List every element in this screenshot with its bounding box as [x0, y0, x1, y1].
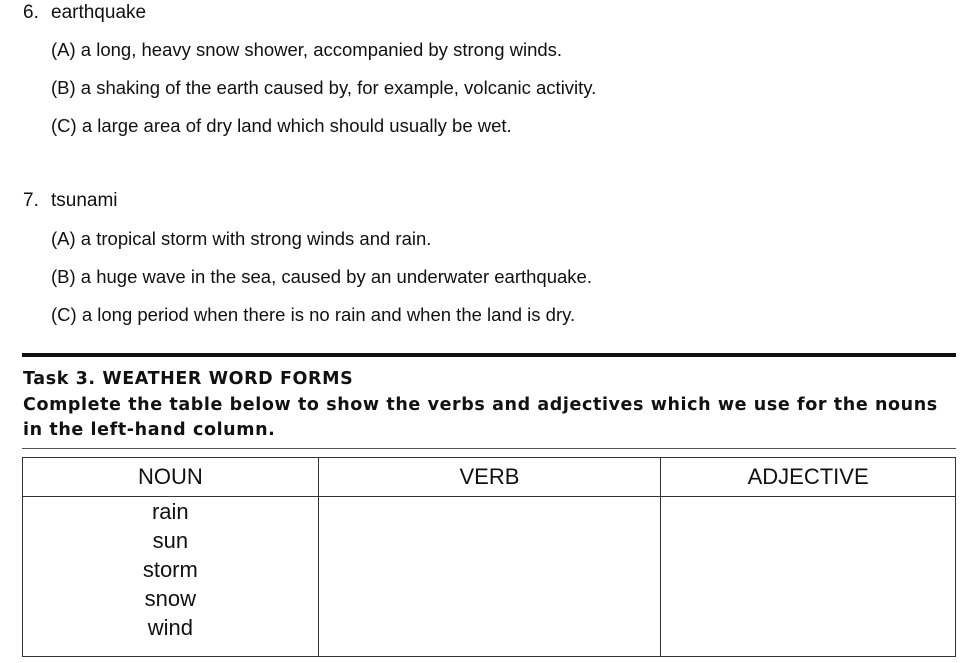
word-forms-table [22, 457, 956, 657]
noun-cell [23, 497, 319, 657]
noun-rain: rain [151, 499, 189, 524]
question-7-option-a: (A) a tropical storm with strong winds and rain. [51, 228, 432, 249]
section-divider [22, 353, 956, 357]
verb-answer-cell[interactable] [318, 497, 661, 657]
question-6-option-b: (B) a shaking of the earth caused by, for example, volcanic activity. [51, 77, 597, 98]
noun-snow: snow [144, 586, 196, 611]
task-title: Task 3. WEATHER WORD FORMS [23, 369, 354, 389]
adjective-answer-cell[interactable] [661, 497, 956, 657]
question-number: 6. [23, 2, 39, 23]
table-row [23, 497, 956, 657]
noun-sun: sun [152, 528, 189, 553]
question-7-option-b: (B) a huge wave in the sea, caused by an underwater earthquake. [51, 266, 592, 287]
question-word: earthquake [51, 2, 147, 23]
task-instruction: Complete the table below to show the verbs and adjectives which we use for the nouns in the left-hand column. [23, 395, 938, 440]
noun-storm: storm [142, 557, 198, 582]
header-verb: VERB [318, 458, 661, 497]
table-header-row [23, 458, 956, 497]
question-7-option-c: (C) a long period when there is no rain and when the land is dry. [51, 304, 576, 325]
question-number: 7. [23, 190, 39, 211]
question-6-option-c: (C) a large area of dry land which should usually be wet. [51, 115, 512, 136]
question-word: tsunami [51, 190, 118, 211]
header-noun: NOUN [23, 458, 319, 497]
noun-wind: wind [147, 615, 193, 640]
header-adjective: ADJECTIVE [661, 458, 956, 497]
task-divider [22, 448, 956, 449]
question-6-option-a: (A) a long, heavy snow shower, accompanied by strong winds. [51, 39, 563, 60]
